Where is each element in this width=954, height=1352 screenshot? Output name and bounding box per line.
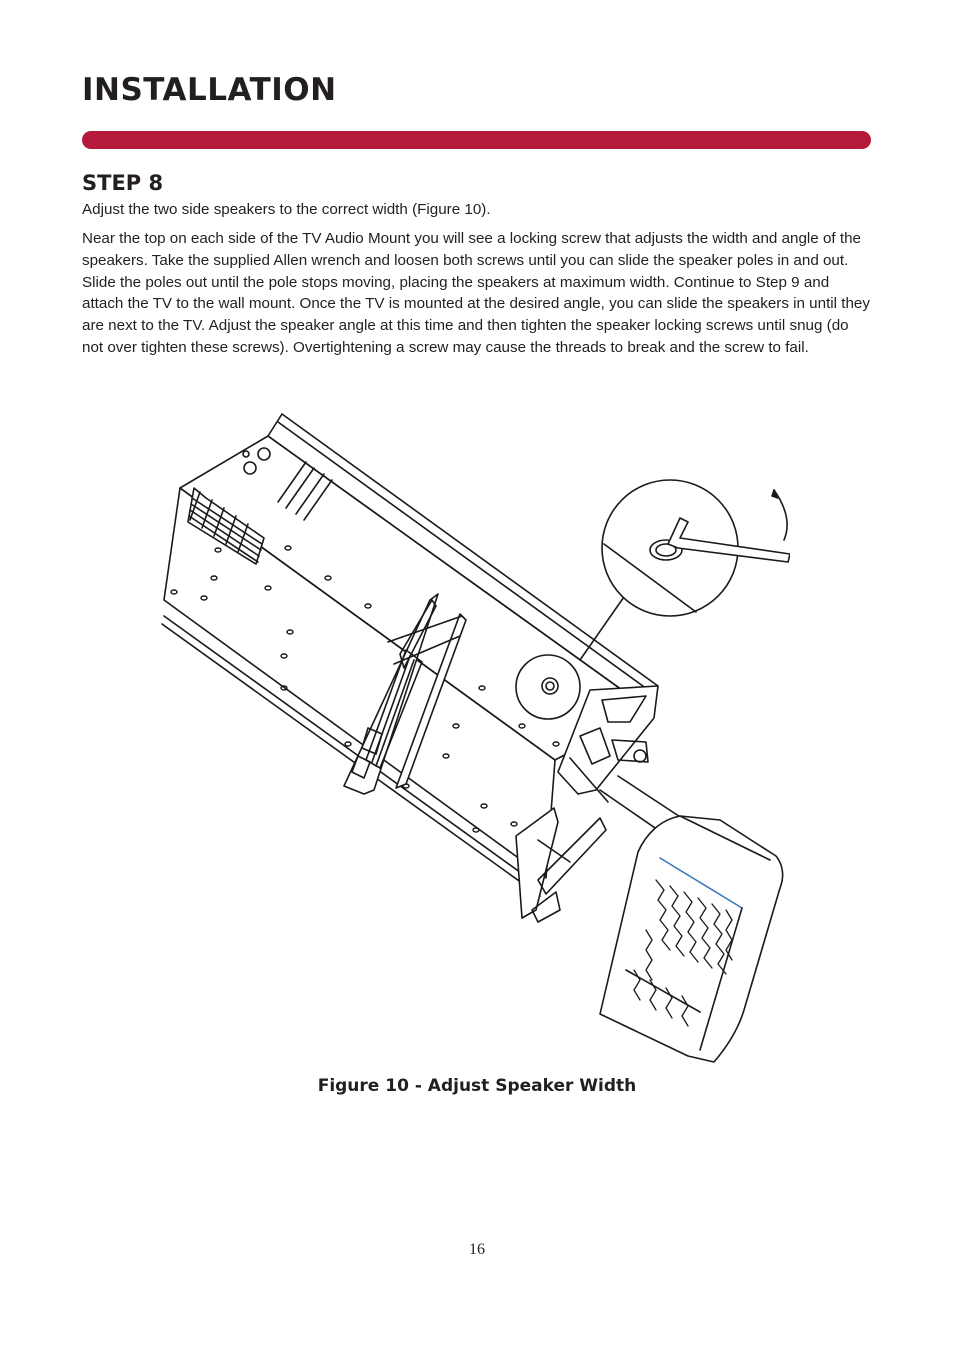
installation-figure bbox=[160, 410, 790, 1070]
speaker-icon bbox=[600, 816, 783, 1062]
step-heading: STEP 8 bbox=[82, 171, 164, 195]
page-number: 16 bbox=[469, 1241, 485, 1258]
mount-end-cap bbox=[558, 686, 658, 802]
figure-caption: Figure 10 - Adjust Speaker Width bbox=[317, 1076, 637, 1096]
allen-wrench-icon bbox=[602, 480, 790, 616]
step-intro: Adjust the two side speakers to the correct width (Figure 10). bbox=[82, 201, 491, 218]
page-title: INSTALLATION bbox=[82, 72, 337, 108]
left-grill bbox=[188, 488, 264, 564]
step-body: Near the top on each side of the TV Audio Mount you will see a locking screw that adjusts the width and angle of the speakers. Take the supplied Allen wrench and loosen both screws until you can slide the speaker poles in and out. Slide the poles out until the pole stops moving, placing the speakers at maximum width. Continue to Step 9 and attach the TV to the wall mount. Once the TV is mounted at the desired angle, you can slide the speakers in until they are next to the TV. Adjust the speaker angle at this time and then tighten the speaker locking screws until snug (do not over tighten these screws). Overtightening a screw may cause the threads to break and the screw to fail. bbox=[82, 230, 870, 356]
title-divider-bar bbox=[82, 131, 871, 149]
figure-illustration bbox=[160, 410, 790, 1070]
